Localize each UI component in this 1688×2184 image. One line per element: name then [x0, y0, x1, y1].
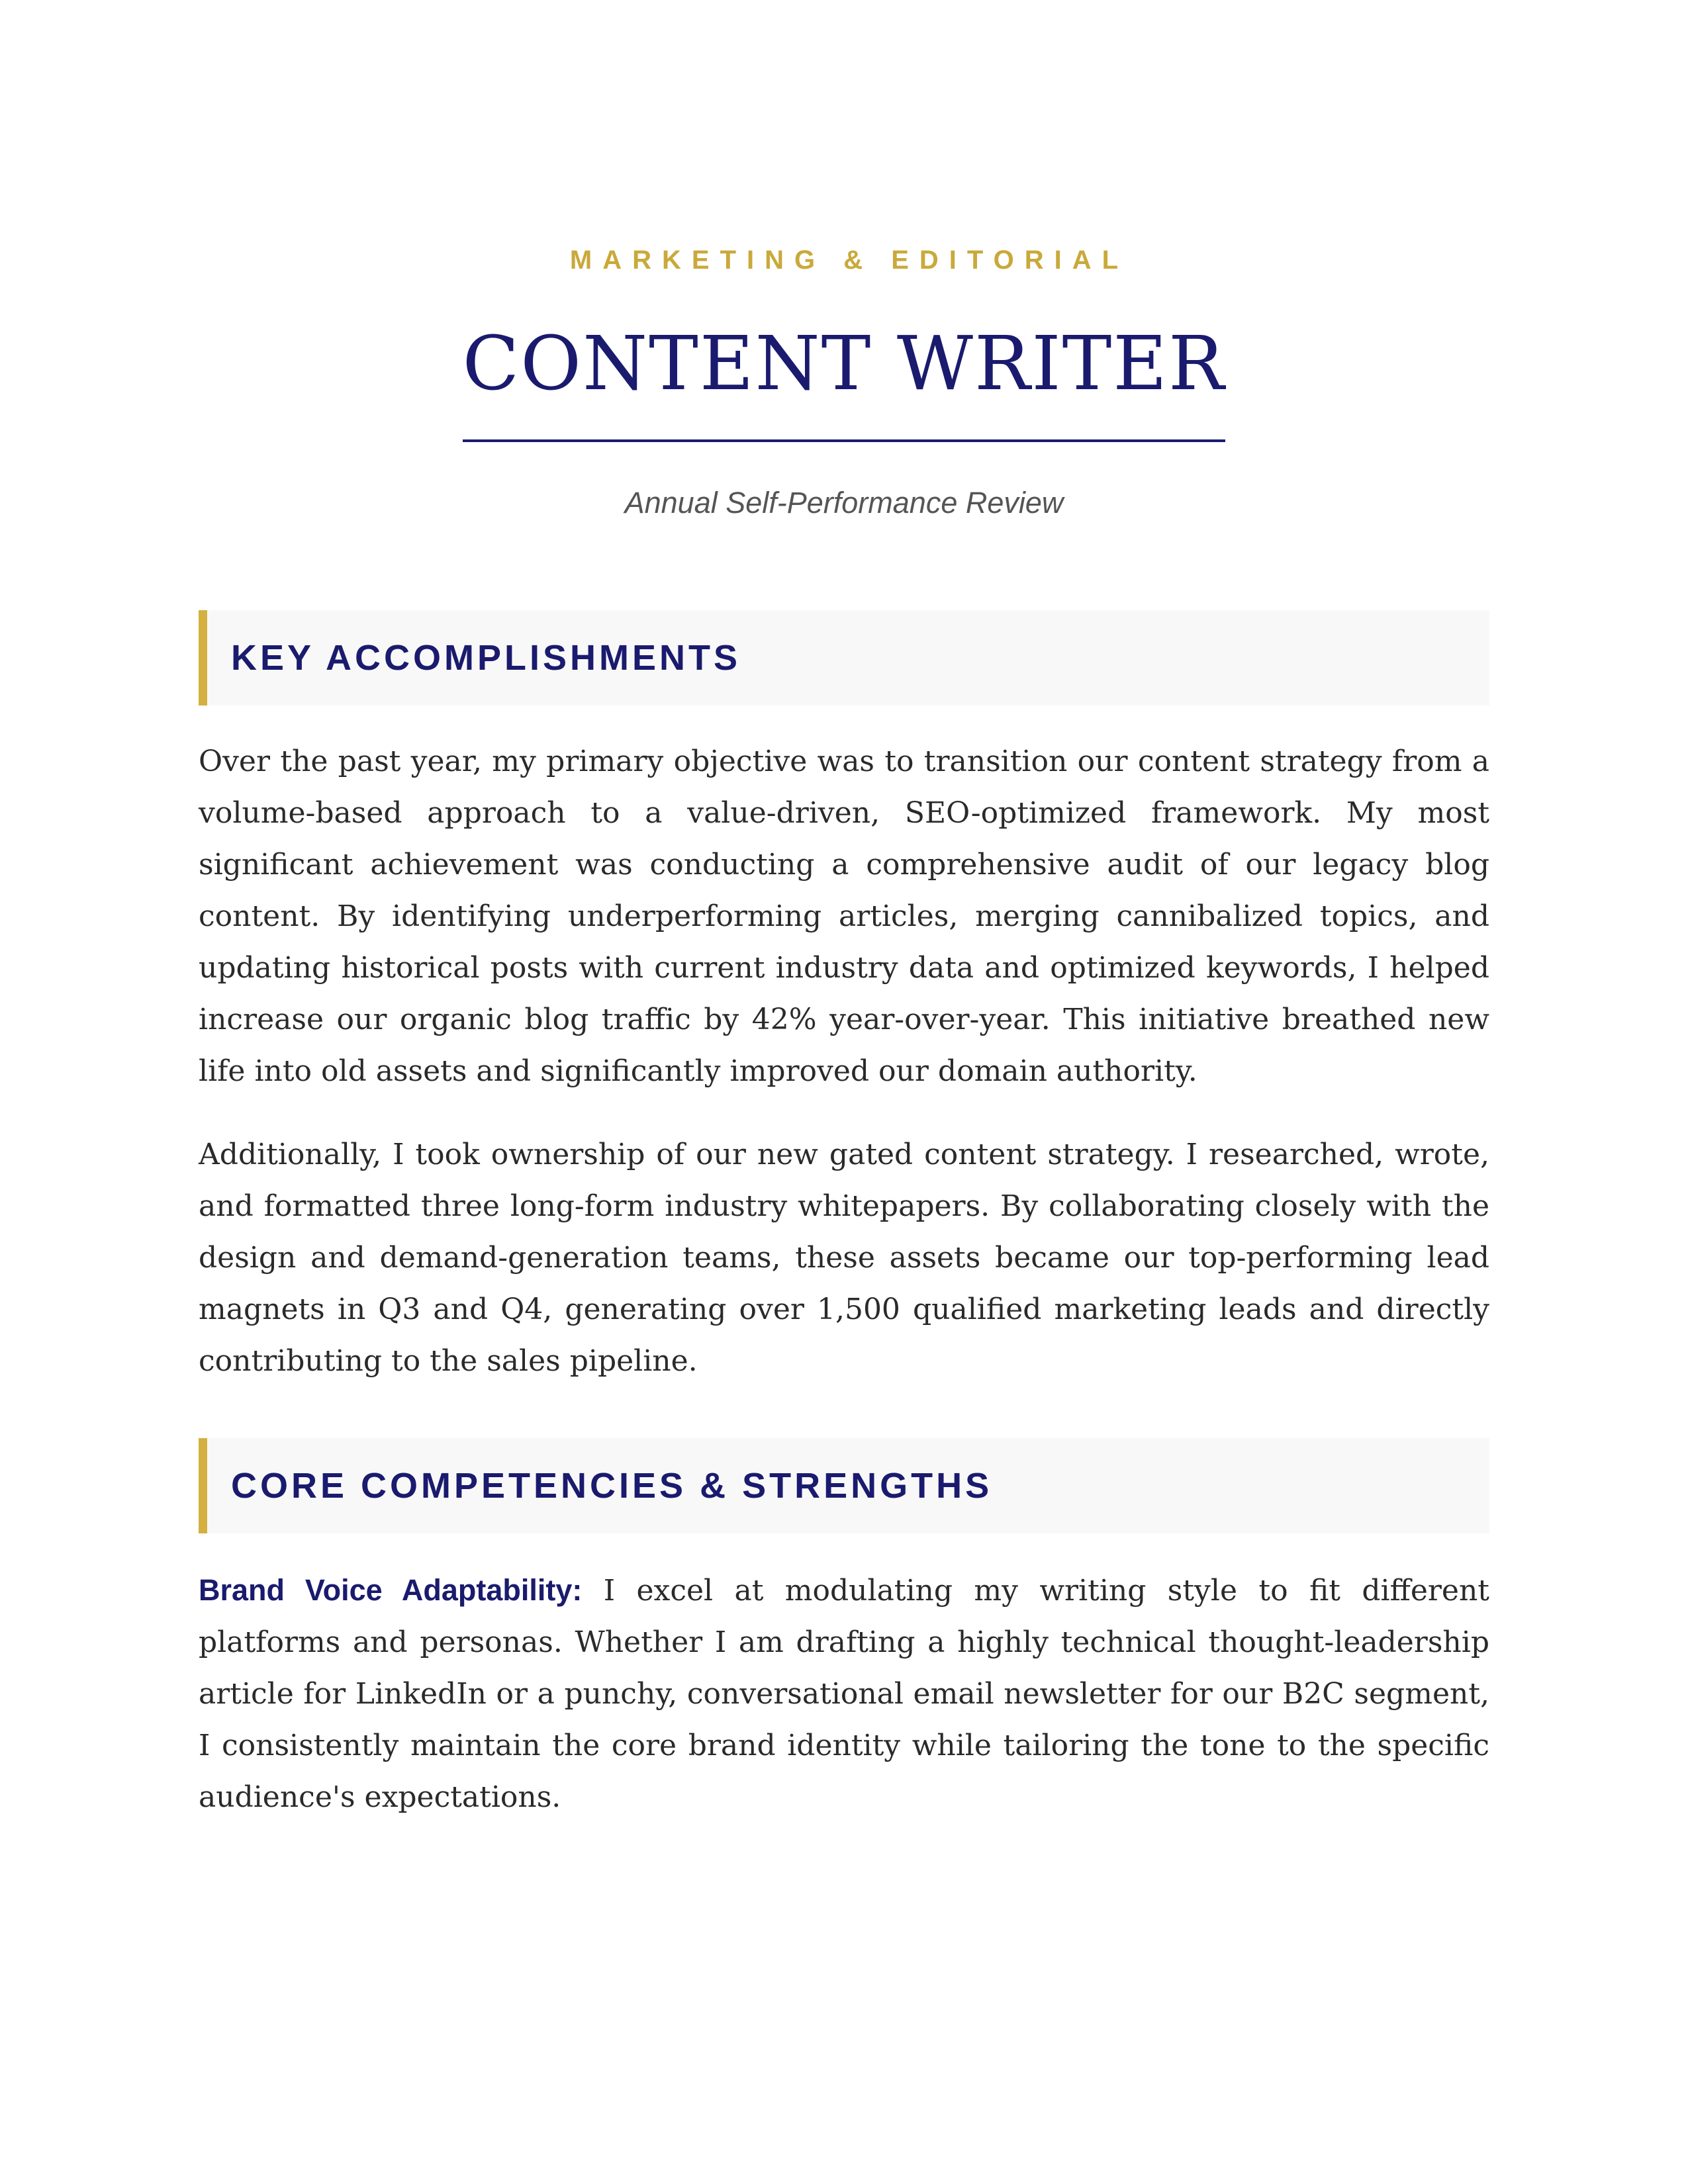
title-block — [0, 318, 1688, 442]
section-header-core-competencies — [199, 1438, 1489, 1533]
accomplishments-paragraph-1: Over the past year, my primary objective was to transition our content strategy from a volume-based approach to a value-driven, SEO-optimized framework. My most significant achievement was conducting a comprehensive audit of our legacy blog content. By identifying underperforming articles, merging cannibalized topics, and updating historical posts with current industry data and optimized keywords, I helped increase our organic blog traffic by 42% year-over-year. This initiative breathed new life into old assets and significantly improved our domain authority. — [199, 745, 1489, 1088]
accomplishments-paragraph-2: Additionally, I took ownership of our new gated content strategy. I researched, wrote, and formatted three long-form industry whitepapers. By collaborating closely with the design and demand-generation teams, these assets became our top-performing lead magnets in Q3 and Q4, generating over 1,500 qualified marketing leads and directly contributing to the sales pipeline. — [199, 1138, 1489, 1378]
competency-label: Brand Voice Adaptability: — [199, 1573, 583, 1607]
section-heading: CORE COMPETENCIES & STRENGTHS — [231, 1466, 993, 1506]
document-subtitle: Annual Self-Performance Review — [624, 486, 1064, 520]
page-title: CONTENT WRITER — [463, 318, 1226, 442]
section-header-key-accomplishments — [199, 610, 1489, 705]
competency-text: I excel at modulating my writing style to fit different platforms and personas. Whether I am drafting a highly technical thought-leadership article for LinkedIn or a punchy, conversational email newsletter for our B2C segment, I consistently maintain the core brand identity while tailoring the tone to the specific audience's expectations. — [199, 1574, 1489, 1814]
department-label: MARKETING & EDITORIAL — [569, 246, 1129, 275]
section-heading: KEY ACCOMPLISHMENTS — [231, 638, 741, 678]
competency-item — [199, 1565, 1489, 1823]
